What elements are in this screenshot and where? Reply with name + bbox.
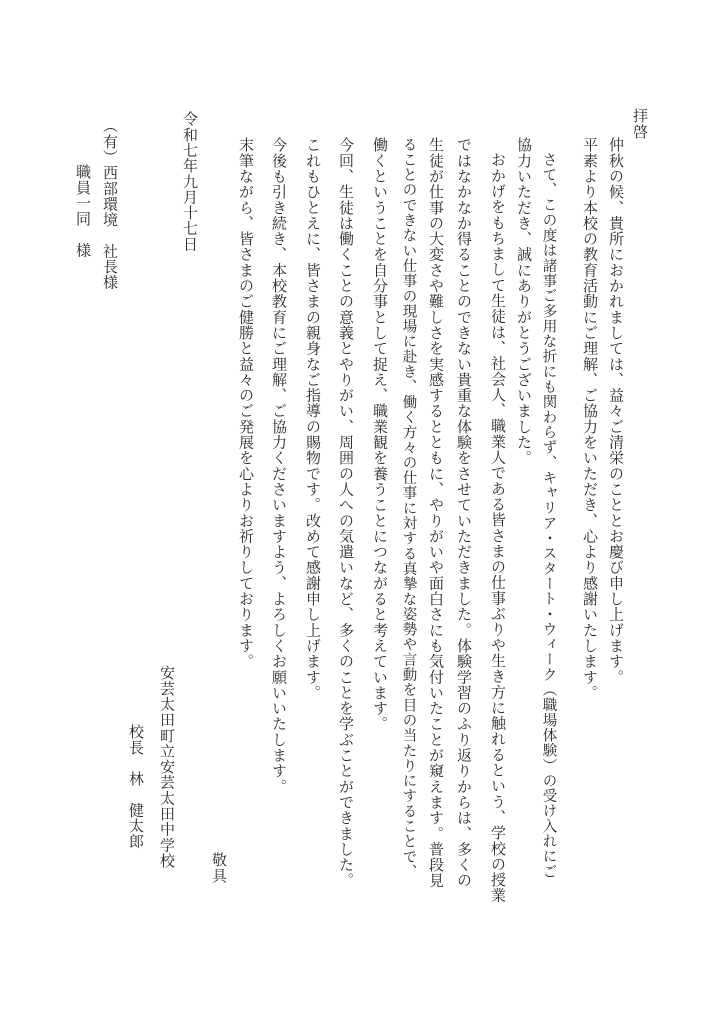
body-line-5: おかげをもちまして生徒は、社会人、職業人である皆さまの仕事ぶりや生き方に触れるという、学校の授業 <box>489 152 507 904</box>
body-line-12: 今後も引き続き、本校教育にご理解、ご協力くださいますよう、よろしくお願いいたします。 <box>270 137 288 795</box>
body-line-11: これもひとえに、皆さまの親身なご指導の賜物です。改めて感謝申し上げます。 <box>304 137 322 701</box>
recipient-company: （有）西部環境 社長様 <box>101 118 119 291</box>
sender-school: 安芸太田町立安芸太田中学校 <box>158 665 176 869</box>
body-line-2: 平素より本校の教育活動にご理解、ご協力をいただき、心より感謝いたします。 <box>581 137 599 701</box>
body-line-13: 末筆ながら、皆さまのご健勝と益々のご発展を心よりお祈りしております。 <box>237 137 255 670</box>
body-line-8: ることのできない仕事の現場に赴き、働く方々の仕事に対する真摯な姿勢や言動を目の当たりにすることで、 <box>400 137 417 880</box>
greeting: 拝啓 <box>631 108 649 140</box>
body-line-9: 働くということを自分事として捉え、職業観を養うことにつながると考えています。 <box>371 137 389 732</box>
body-line-3: さて、この度は諸事ご多用な折にも関わらず、キャリア・スタート・ウィーク（職場体験）の受け入れにご <box>540 152 557 880</box>
recipient-staff: 職員一同 様 <box>74 164 92 258</box>
body-line-6: ではなかなか得ることのできない貴重な体験をさせていただきました。体験学習のふり返りからは、多くの <box>455 137 473 889</box>
date: 令和七年九月十七日 <box>181 111 199 252</box>
body-line-1: 仲秋の候、貴所におかれましては、益々ご清栄のこととお慶び申し上げます。 <box>607 137 625 685</box>
body-line-7: 生徒が仕事の大変さや難しさを実感するとともに、やりがいや面白さにも気付いたことが窺えます。普段見 <box>427 137 445 889</box>
body-line-4: 協力いただき、誠にありがとうございました。 <box>515 137 533 466</box>
closing: 敬具 <box>210 852 228 884</box>
body-line-10: 今回、生徒は働くことの意義とやりがい、周囲の人への気遣いなど、多くのことを学ぶことができました。 <box>337 137 355 889</box>
sender-principal: 校長 林 健太郎 <box>127 724 145 850</box>
